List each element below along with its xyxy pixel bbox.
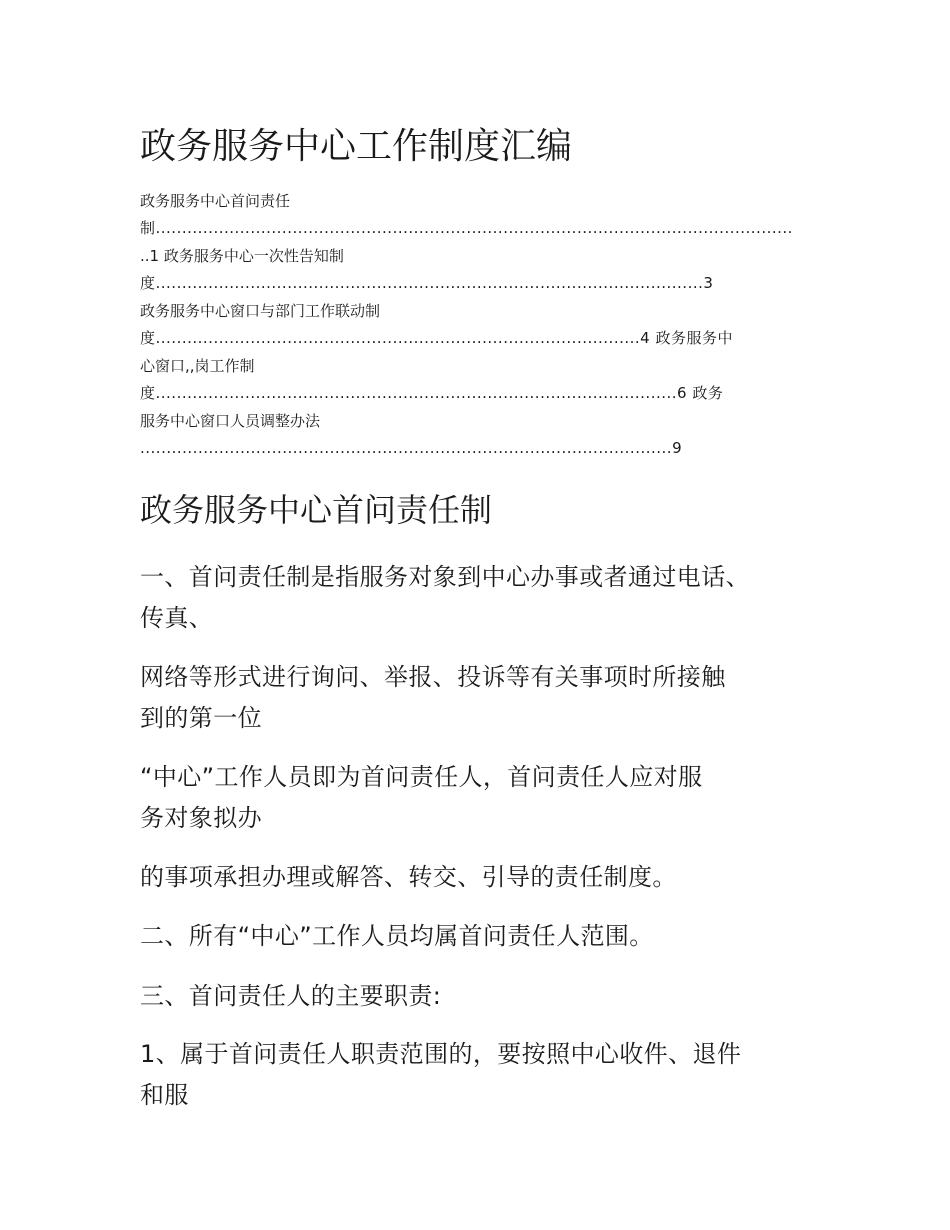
toc-line: 制......................................................................................................................... — [140, 219, 793, 237]
body-line: 一、首问责任制是指服务对象到中心办事或者通过电话、 — [140, 563, 750, 591]
body-line: 传真、 — [140, 604, 214, 632]
toc-line: .....................................................................................................9 — [140, 439, 683, 457]
body-line: “中心”工作人员即为首问责任人，首问责任人应对服 — [140, 763, 703, 791]
document-title: 政务服务中心工作制度汇编 — [140, 126, 573, 167]
body-line: 二、所有“中心”工作人员均属首问责任人范围。 — [140, 922, 654, 950]
toc-line: 度............................................................................................4 政务服务中 — [140, 329, 733, 347]
body-line: 网络等形式进行询问、举报、投诉等有关事项时所接触 — [140, 663, 726, 691]
body-line: 和服 — [140, 1081, 189, 1109]
body-line: 到的第一位 — [140, 704, 262, 732]
toc-line: 政务服务中心首问责任 — [140, 192, 291, 210]
body-line: 1、属于首问责任人职责范围的，要按照中心收件、退件 — [140, 1040, 742, 1068]
body-line: 的事项承担办理或解答、转交、引导的责任制度。 — [140, 863, 677, 891]
toc-line: 度...................................................................................................6 政务 — [140, 384, 724, 402]
toc-line: 政务服务中心窗口与部门工作联动制 — [140, 302, 381, 320]
body-line: 务对象拟办 — [140, 804, 262, 832]
section-title: 政务服务中心首问责任制 — [140, 491, 493, 529]
toc-line: 度........................................................................................................3 — [140, 274, 714, 292]
toc-line: ..1 政务服务中心一次性告知制 — [140, 247, 344, 265]
toc-line: 心窗口,,岗工作制 — [140, 357, 255, 375]
body-line: 三、首问责任人的主要职责: — [140, 982, 442, 1010]
toc-line: 服务中心窗口人员调整办法 — [140, 412, 321, 430]
